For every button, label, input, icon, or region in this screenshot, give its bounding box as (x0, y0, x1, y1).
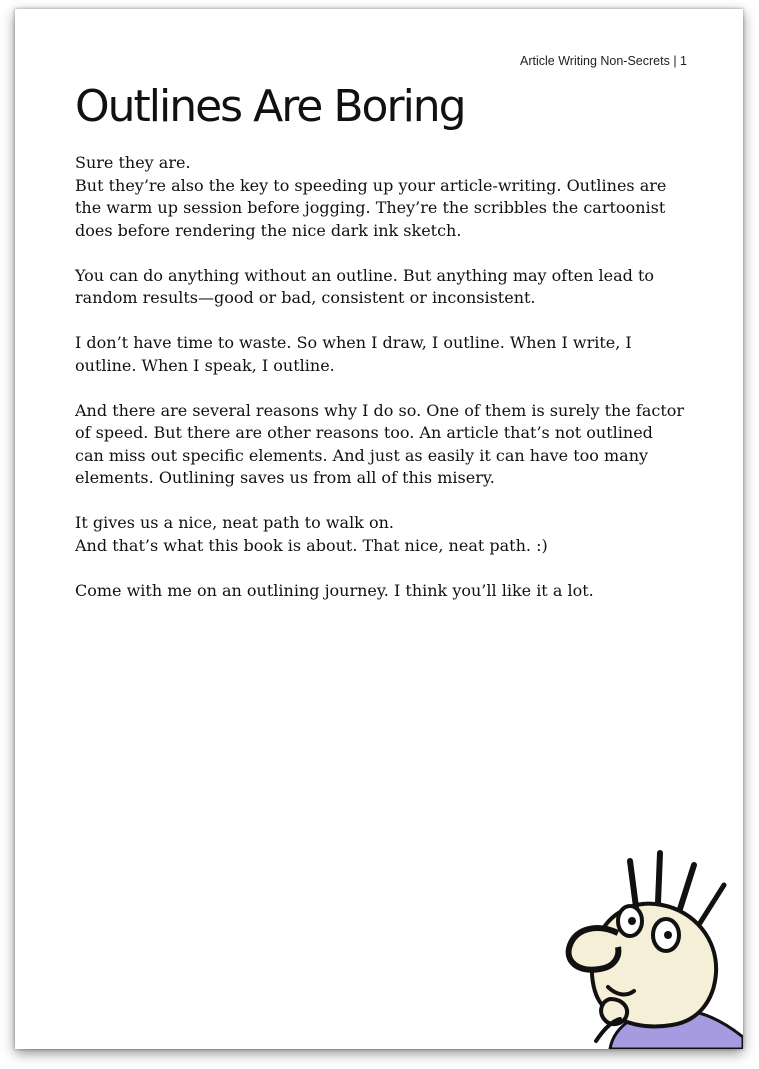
page-title: Outlines Are Boring (75, 81, 465, 132)
paragraph (75, 332, 695, 377)
text-line: Sure they are. (75, 153, 191, 172)
paragraph (75, 400, 695, 490)
paragraph (75, 580, 695, 603)
text-line: outline. When I speak, I outline. (75, 355, 335, 375)
cartoon-character-icon (548, 849, 743, 1049)
text-line: the warm up session before jogging. They’re the scribbles the cartoonist (75, 198, 666, 217)
text-line: But they’re also the key to speeding up your article-writing. Outlines are (75, 175, 667, 195)
paragraph (75, 265, 695, 310)
text-line: Come with me on an outlining journey. I think you’ll like it a lot. (75, 580, 594, 600)
text-line: of speed. But there are other reasons too. An article that’s not outlined (75, 423, 653, 442)
text-line: It gives us a nice, neat path to walk on. (75, 513, 394, 532)
paragraph (75, 152, 695, 242)
text-line: I don’t have time to waste. So when I draw, I outline. When I write, I (75, 333, 632, 352)
text-line: And that’s what this book is about. That nice, neat path. :) (75, 535, 548, 555)
text-line: elements. Outlining saves us from all of this misery. (75, 468, 495, 487)
text-line: You can do anything without an outline. But anything may often lead to (75, 265, 655, 285)
paragraph (75, 512, 695, 557)
text-line: does before rendering the nice dark ink sketch. (75, 220, 462, 240)
document-page (15, 9, 743, 1049)
text-line: And there are several reasons why I do so. One of them is surely the factor (75, 400, 685, 420)
text-line: can miss out specific elements. And just as easily it can have too many (75, 445, 649, 465)
article-body (75, 152, 695, 625)
text-line: random results—good or bad, consistent or inconsistent. (75, 288, 536, 307)
running-header: Article Writing Non-Secrets | 1 (520, 54, 687, 68)
